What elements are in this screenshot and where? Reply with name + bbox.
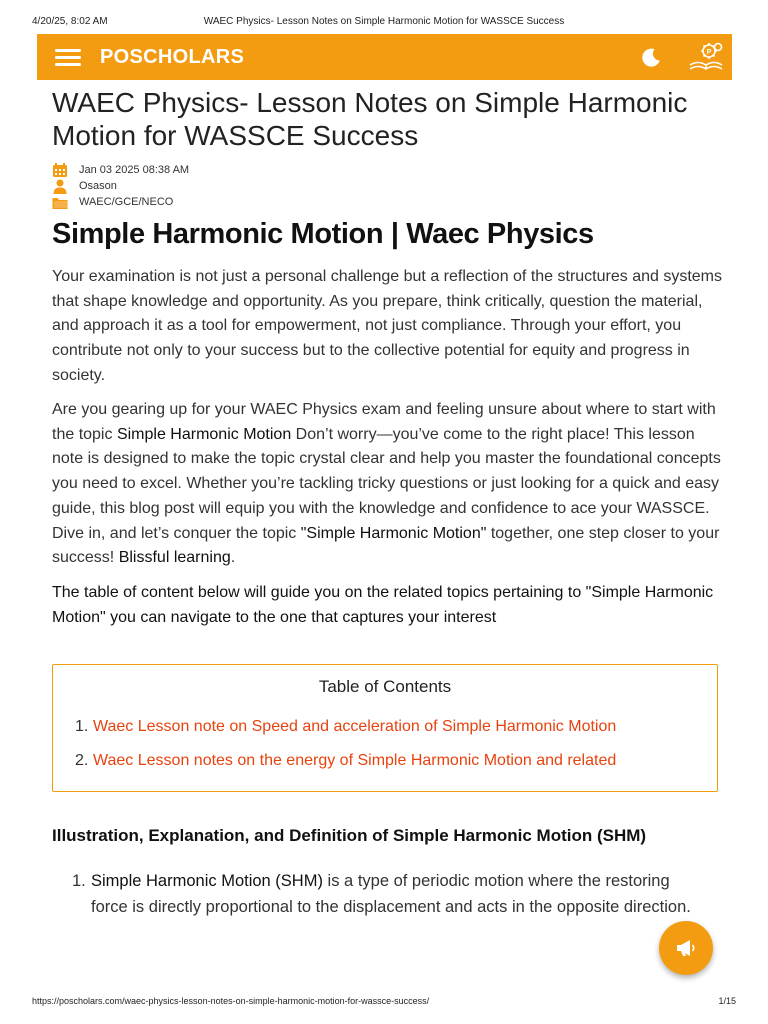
lesson-intro-paragraph <box>52 398 722 571</box>
calendar-icon <box>52 163 68 178</box>
blissful-learning-emphasis: Blissful learning <box>118 549 231 567</box>
toc-item-1 <box>75 718 616 736</box>
user-icon <box>52 179 68 194</box>
intro-paragraph: Your examination is not just a personal challenge but a reflection of the structures and systems that shape knowledge and opportunity. As you prepare, think critically, question the material, and approach it as a tool for empowerment, not just compliance. Through your effort, you contribute not only to your success but to the collective potential for equity and progress in society. <box>52 268 723 384</box>
meta-author <box>52 179 452 195</box>
topic-emphasis: Simple Harmonic Motion <box>116 425 292 443</box>
list-number: 1. <box>72 872 86 890</box>
print-page-number: 1/15 <box>718 996 736 1006</box>
folder-icon <box>52 195 68 210</box>
toc-item-number: 2. <box>75 752 89 769</box>
table-of-contents <box>52 664 718 792</box>
moon-icon[interactable] <box>639 46 663 70</box>
toc-title: Table of Contents <box>318 677 452 696</box>
topic-quoted-emphasis: "Simple Harmonic Motion" <box>300 524 487 542</box>
site-brand[interactable]: POSCHOLARS <box>100 46 245 68</box>
book-gears-logo[interactable] <box>687 40 725 74</box>
megaphone-icon <box>675 938 697 958</box>
post-title: WAEC Physics- Lesson Notes on Simple Harmonic Motion for WASSCE Success <box>52 87 688 151</box>
meta-category <box>52 195 452 211</box>
list-text <box>91 868 691 920</box>
post-category[interactable]: WAEC/GCE/NECO <box>79 196 174 208</box>
print-header <box>32 16 736 30</box>
toc-link-energy[interactable]: Waec Lesson notes on the energy of Simple Harmonic Motion and related <box>93 752 617 769</box>
article-heading: Simple Harmonic Motion | Waec Physics <box>52 218 594 250</box>
toc-item-2 <box>75 752 616 770</box>
meta-date <box>52 163 452 179</box>
print-date: 4/20/25, 8:02 AM <box>32 16 108 27</box>
svg-text:P: P <box>706 49 712 56</box>
announcement-button[interactable] <box>659 921 713 975</box>
navbar <box>37 34 732 80</box>
toc-link-speed-acceleration[interactable]: Waec Lesson note on Speed and acceleration of Simple Harmonic Motion <box>93 718 617 735</box>
toc-intro: The table of content below will guide you on the related topics pertaining to "Simple Harmonic Motion" you can navigate to the one that captures your interest <box>52 584 714 626</box>
print-title: WAEC Physics- Lesson Notes on Simple Harmonic Motion for WASSCE Success <box>203 16 565 27</box>
hamburger-menu-icon[interactable] <box>55 47 83 67</box>
list-term: Simple Harmonic Motion (SHM) <box>91 872 323 890</box>
p2-text-end: . <box>230 549 236 567</box>
p2-text-c: together, one step closer to your success! <box>52 524 720 567</box>
p2-text-b: Don’t worry—you’ve come to the right place! This lesson note is designed to make the topic crystal clear and help you master the foundational concepts you need to excel. Whether you’re tackling tricky questions or just looking for a quick and easy guide, this blog post will equip you with the knowledge and confidence to ace your WASSCE. Dive in, and let’s conquer the topic <box>52 425 721 542</box>
post-author[interactable]: Osason <box>79 180 117 192</box>
section-heading: Illustration, Explanation, and Definition of Simple Harmonic Motion (SHM) <box>52 826 647 845</box>
p2-text-a: Are you gearing up for your WAEC Physics exam and feeling unsure about where to start with the topic <box>52 401 716 443</box>
list-definition: is a type of periodic motion where the restoring force is directly proportional to the displacement and acts in the opposite direction. <box>91 872 691 916</box>
toc-item-number: 1. <box>75 718 89 735</box>
print-url: https://poscholars.com/waec-physics-lesson-notes-on-simple-harmonic-motion-for-wassce-success/ <box>32 996 430 1006</box>
post-date: Jan 03 2025 08:38 AM <box>79 164 190 176</box>
